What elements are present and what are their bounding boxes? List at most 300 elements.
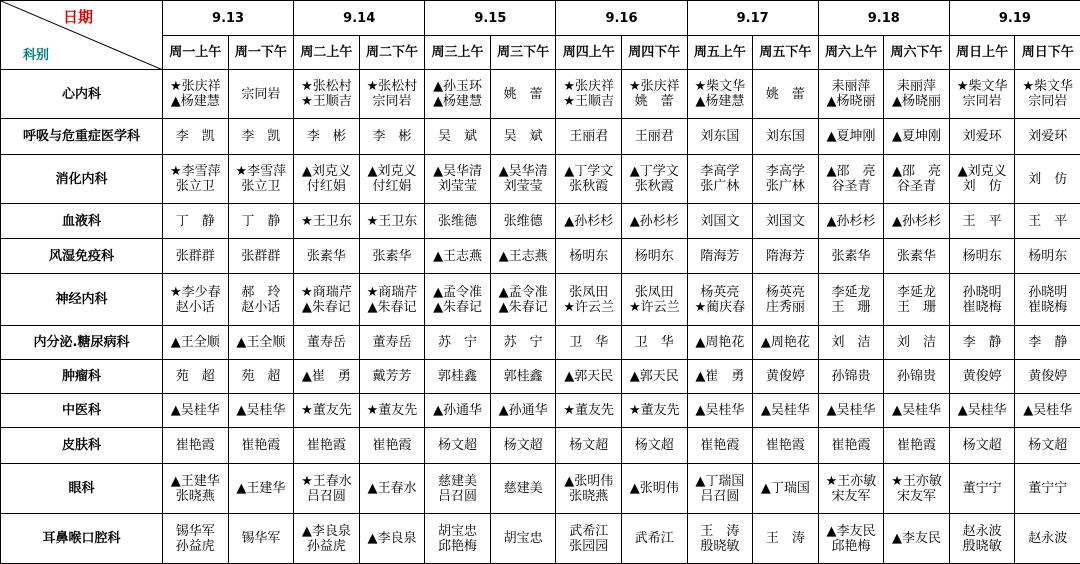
doctor-cell: [884, 155, 950, 204]
doctor-cell: [294, 360, 360, 394]
doctor-name: 李 静: [950, 335, 1015, 350]
doctor-cell: [621, 326, 687, 360]
doctor-cell: [359, 239, 425, 274]
doctor-name: 孙益虎: [163, 539, 228, 554]
doctor-name: 杨文超: [622, 438, 687, 453]
doctor-name: 吕召圆: [688, 489, 753, 504]
doctor-name: 刘国文: [753, 214, 818, 229]
doctor-name: 黄俊婷: [1015, 369, 1080, 384]
doctor-cell: [687, 514, 753, 564]
doctor-name: ▲孙通华: [491, 403, 556, 418]
doctor-name: 慈建美: [425, 474, 490, 489]
doctor-name: 刘莹莹: [425, 179, 490, 194]
doctor-cell: [359, 360, 425, 394]
doctor-cell: [556, 514, 622, 564]
doctor-cell: [753, 204, 819, 239]
doctor-cell: [1015, 204, 1080, 239]
doctor-cell: [949, 204, 1015, 239]
doctor-name: ▲孙杉杉: [622, 214, 687, 229]
doctor-cell: [294, 155, 360, 204]
doctor-name: ▲孙通华: [425, 403, 490, 418]
doctor-cell: [294, 119, 360, 155]
doctor-cell: [753, 119, 819, 155]
doctor-cell: [621, 70, 687, 119]
doctor-cell: [884, 360, 950, 394]
doctor-cell: [556, 360, 622, 394]
doctor-name: 张凤田: [622, 285, 687, 300]
doctor-name: 张广林: [753, 179, 818, 194]
doctor-name: 殷晓敏: [950, 539, 1015, 554]
doctor-cell: [949, 155, 1015, 204]
half-day-header-cell: 周四上午: [556, 36, 622, 70]
doctor-name: ▲李良泉: [360, 531, 425, 546]
date-header-cell: 9.19: [949, 1, 1080, 36]
doctor-cell: [490, 155, 556, 204]
doctor-name: ▲孙杉杉: [556, 214, 621, 229]
doctor-cell: [425, 326, 491, 360]
doctor-cell: [621, 464, 687, 514]
doctor-name: ▲杨建慧: [425, 94, 490, 109]
half-day-header-cell: 周二上午: [294, 36, 360, 70]
doctor-cell: [949, 360, 1015, 394]
doctor-name: 刘 仿: [950, 179, 1015, 194]
doctor-cell: [687, 119, 753, 155]
doctor-cell: [556, 155, 622, 204]
doctor-name: ▲朱春记: [360, 300, 425, 315]
doctor-name: ★柴文华: [688, 79, 753, 94]
doctor-name: ★张庆祥: [556, 79, 621, 94]
doctor-name: 孙益虎: [294, 539, 359, 554]
doctor-cell: [753, 155, 819, 204]
doctor-cell: [425, 394, 491, 428]
doctor-name: 刘 洁: [884, 335, 949, 350]
doctor-name: 苑 超: [163, 369, 228, 384]
doctor-cell: [884, 274, 950, 326]
doctor-cell: [228, 70, 294, 119]
doctor-name: ▲杨晓丽: [819, 94, 884, 109]
doctor-cell: [753, 360, 819, 394]
doctor-name: ▲杨建慧: [163, 94, 228, 109]
doctor-cell: [621, 274, 687, 326]
doctor-cell: [818, 394, 884, 428]
doctor-name: ▲吴华清: [425, 164, 490, 179]
doctor-name: 李延龙: [884, 285, 949, 300]
doctor-name: 张素华: [360, 249, 425, 264]
doctor-name: ▲崔 勇: [688, 369, 753, 384]
doctor-name: 杨明东: [950, 249, 1015, 264]
half-day-header-cell: 周一下午: [228, 36, 294, 70]
doctor-cell: [884, 70, 950, 119]
dept-row: [1, 428, 1080, 464]
doctor-cell: [425, 464, 491, 514]
date-header-cell: 9.13: [163, 1, 294, 36]
doctor-name: 吕召圆: [294, 489, 359, 504]
doctor-name: ★王春水: [294, 474, 359, 489]
doctor-name: ▲朱春记: [294, 300, 359, 315]
doctor-name: ★李少春: [163, 285, 228, 300]
doctor-name: ★董友先: [622, 403, 687, 418]
doctor-name: ★商瑞芹: [360, 285, 425, 300]
doctor-name: ▲吴桂华: [229, 403, 294, 418]
doctor-cell: [753, 239, 819, 274]
doctor-cell: [884, 428, 950, 464]
doctor-cell: [294, 239, 360, 274]
doctor-cell: [687, 394, 753, 428]
doctor-cell: [818, 514, 884, 564]
doctor-name: ★王卫东: [360, 214, 425, 229]
doctor-cell: [949, 70, 1015, 119]
doctor-name: 慈建美: [491, 481, 556, 496]
doctor-name: ★柴文华: [1015, 79, 1080, 94]
doctor-cell: [425, 70, 491, 119]
doctor-cell: [818, 239, 884, 274]
doctor-name: 崔艳霞: [884, 438, 949, 453]
doctor-cell: [359, 514, 425, 564]
doctor-cell: [884, 239, 950, 274]
doctor-name: ▲吴桂华: [950, 403, 1015, 418]
doctor-cell: [228, 239, 294, 274]
doctor-cell: [228, 155, 294, 204]
doctor-name: 武希江: [622, 531, 687, 546]
doctor-name: 李高学: [688, 164, 753, 179]
doctor-cell: [949, 394, 1015, 428]
date-header-cell: 9.14: [294, 1, 425, 36]
doctor-name: 张晓燕: [163, 489, 228, 504]
doctor-cell: [490, 464, 556, 514]
doctor-name: ★许云兰: [622, 300, 687, 315]
doctor-name: 张素华: [819, 249, 884, 264]
doctor-name: 刘东国: [688, 129, 753, 144]
doctor-cell: [753, 394, 819, 428]
doctor-name: 庄秀丽: [753, 300, 818, 315]
doctor-cell: [1015, 394, 1080, 428]
doctor-name: 崔艳霞: [229, 438, 294, 453]
doctor-name: 董宁宁: [1015, 481, 1080, 496]
doctor-name: ▲吴华清: [491, 164, 556, 179]
doctor-name: ▲张明伟: [622, 481, 687, 496]
doctor-cell: [359, 274, 425, 326]
doctor-name: ▲丁学文: [622, 164, 687, 179]
doctor-cell: [1015, 514, 1080, 564]
doctor-cell: [687, 155, 753, 204]
doctor-name: ▲王全顺: [163, 335, 228, 350]
doctor-name: ▲夏坤刚: [884, 129, 949, 144]
doctor-name: ★李雪萍: [163, 164, 228, 179]
dept-row: [1, 394, 1080, 428]
doctor-name: 付红娟: [360, 179, 425, 194]
doctor-cell: [687, 464, 753, 514]
doctor-name: ▲丁瑞国: [753, 481, 818, 496]
doctor-name: 杨文超: [1015, 438, 1080, 453]
doctor-cell: [228, 428, 294, 464]
doctor-cell: [294, 326, 360, 360]
doctor-name: 卫 华: [556, 335, 621, 350]
doctor-name: ★张松村: [360, 79, 425, 94]
dept-row: [1, 204, 1080, 239]
doctor-name: 杨明东: [622, 249, 687, 264]
doctor-cell: [1015, 428, 1080, 464]
doctor-name: 杨文超: [950, 438, 1015, 453]
doctor-name: 黄俊婷: [753, 369, 818, 384]
doctor-cell: [425, 239, 491, 274]
doctor-name: ▲丁学文: [556, 164, 621, 179]
corner-cell: [1, 1, 163, 70]
doctor-name: ★许云兰: [556, 300, 621, 315]
doctor-cell: [425, 514, 491, 564]
doctor-name: ▲吴桂华: [163, 403, 228, 418]
dept-name-cell: 呼吸与危重症医学科: [1, 119, 163, 155]
doctor-cell: [163, 326, 229, 360]
doctor-name: ▲李良泉: [294, 524, 359, 539]
doctor-cell: [556, 204, 622, 239]
doctor-name: ▲丁瑞国: [688, 474, 753, 489]
doctor-cell: [884, 119, 950, 155]
doctor-cell: [425, 204, 491, 239]
doctor-name: 崔艳霞: [294, 438, 359, 453]
doctor-cell: [949, 428, 1015, 464]
doctor-name: 张广林: [688, 179, 753, 194]
doctor-cell: [687, 428, 753, 464]
doctor-name: ▲崔 勇: [294, 369, 359, 384]
doctor-cell: [163, 428, 229, 464]
doctor-cell: [490, 360, 556, 394]
doctor-name: 王丽君: [622, 129, 687, 144]
doctor-cell: [1015, 155, 1080, 204]
dept-name-cell: 心内科: [1, 70, 163, 119]
doctor-name: 张立卫: [163, 179, 228, 194]
doctor-cell: [228, 119, 294, 155]
doctor-cell: [556, 326, 622, 360]
doctor-name: 姚 蕾: [622, 94, 687, 109]
doctor-cell: [949, 514, 1015, 564]
dept-row: [1, 464, 1080, 514]
doctor-name: 孙锦贵: [884, 369, 949, 384]
doctor-cell: [818, 155, 884, 204]
doctor-name: 谷圣青: [884, 179, 949, 194]
doctor-name: ▲吴桂华: [819, 403, 884, 418]
doctor-name: ▲杨晓丽: [884, 94, 949, 109]
doctor-name: 董寿岳: [360, 335, 425, 350]
dept-row: [1, 70, 1080, 119]
doctor-name: ▲邵 亮: [819, 164, 884, 179]
doctor-cell: [556, 274, 622, 326]
doctor-name: 耒丽萍: [819, 79, 884, 94]
doctor-cell: [621, 204, 687, 239]
doctor-name: ★董友先: [556, 403, 621, 418]
dept-name-cell: 血液科: [1, 204, 163, 239]
doctor-name: ▲朱春记: [425, 300, 490, 315]
doctor-name: 锡华军: [229, 531, 294, 546]
half-day-header-cell: 周六下午: [884, 36, 950, 70]
doctor-cell: [490, 204, 556, 239]
doctor-name: 崔艳霞: [688, 438, 753, 453]
doctor-cell: [818, 326, 884, 360]
doctor-cell: [359, 204, 425, 239]
doctor-name: ▲王志燕: [425, 249, 490, 264]
doctor-cell: [294, 514, 360, 564]
doctor-name: ▲孙杉杉: [884, 214, 949, 229]
doctor-name: ▲郭天民: [622, 369, 687, 384]
doctor-cell: [556, 428, 622, 464]
doctor-name: 杨英亮: [688, 285, 753, 300]
doctor-cell: [1015, 326, 1080, 360]
doctor-cell: [359, 70, 425, 119]
dept-name-cell: 中医科: [1, 394, 163, 428]
doctor-cell: [359, 155, 425, 204]
doctor-name: 张维德: [491, 214, 556, 229]
doctor-name: ▲吴桂华: [1015, 403, 1080, 418]
doctor-name: 崔艳霞: [753, 438, 818, 453]
doctor-cell: [687, 70, 753, 119]
doctor-cell: [818, 119, 884, 155]
doctor-name: 刘 仿: [1015, 172, 1080, 187]
doctor-cell: [621, 119, 687, 155]
doctor-cell: [163, 274, 229, 326]
doctor-name: 杨英亮: [753, 285, 818, 300]
doctor-cell: [425, 274, 491, 326]
doctor-cell: [884, 464, 950, 514]
doctor-cell: [556, 119, 622, 155]
doctor-cell: [163, 464, 229, 514]
doctor-name: ▲周艳花: [753, 335, 818, 350]
half-day-header-cell: 周三下午: [490, 36, 556, 70]
doctor-cell: [163, 70, 229, 119]
doctor-name: ▲吴桂华: [753, 403, 818, 418]
doctor-cell: [163, 360, 229, 394]
doctor-cell: [818, 464, 884, 514]
dept-row: [1, 119, 1080, 155]
doctor-cell: [228, 394, 294, 428]
doctor-name: 崔艳霞: [360, 438, 425, 453]
doctor-name: 宗同岩: [360, 94, 425, 109]
doctor-name: 郭桂鑫: [491, 369, 556, 384]
doctor-name: ▲刘克义: [294, 164, 359, 179]
doctor-name: ▲朱春记: [491, 300, 556, 315]
doctor-cell: [949, 464, 1015, 514]
doctor-name: 隋海芳: [753, 249, 818, 264]
doctor-name: 杨文超: [556, 438, 621, 453]
doctor-name: 杨明东: [1015, 249, 1080, 264]
doctor-name: 李 彬: [294, 129, 359, 144]
doctor-name: ▲吴桂华: [884, 403, 949, 418]
doctor-name: 崔艳霞: [163, 438, 228, 453]
doctor-name: ▲夏坤刚: [819, 129, 884, 144]
doctor-name: ▲周艳花: [688, 335, 753, 350]
doctor-cell: [425, 155, 491, 204]
doctor-cell: [359, 326, 425, 360]
doctor-cell: [490, 428, 556, 464]
dept-name-cell: 耳鼻喉口腔科: [1, 514, 163, 564]
doctor-name: ★董友先: [294, 403, 359, 418]
doctor-cell: [753, 274, 819, 326]
doctor-name: ▲邵 亮: [884, 164, 949, 179]
half-day-header-cell: 周六上午: [818, 36, 884, 70]
doctor-name: ▲刘克义: [950, 164, 1015, 179]
doctor-name: ▲王建华: [163, 474, 228, 489]
dept-row: [1, 326, 1080, 360]
doctor-name: ▲杨建慧: [688, 94, 753, 109]
doctor-name: 杨文超: [491, 438, 556, 453]
doctor-name: ★柴文华: [950, 79, 1015, 94]
date-header-cell: 9.17: [687, 1, 818, 36]
doctor-cell: [1015, 70, 1080, 119]
doctor-cell: [359, 394, 425, 428]
doctor-name: 郝 玲: [229, 285, 294, 300]
doctor-name: 苑 超: [229, 369, 294, 384]
doctor-cell: [359, 428, 425, 464]
doctor-cell: [1015, 119, 1080, 155]
doctor-name: 刘国文: [688, 214, 753, 229]
doctor-name: 李 凯: [229, 129, 294, 144]
doctor-name: 崔艳霞: [819, 438, 884, 453]
doctor-cell: [294, 274, 360, 326]
doctor-name: ★王卫东: [294, 214, 359, 229]
doctor-cell: [163, 514, 229, 564]
doctor-name: 邱艳梅: [819, 539, 884, 554]
doctor-name: 吴 斌: [491, 129, 556, 144]
doctor-cell: [949, 119, 1015, 155]
doctor-name: 王 珊: [819, 300, 884, 315]
doctor-cell: [884, 514, 950, 564]
doctor-name: 李 彬: [360, 129, 425, 144]
doctor-name: 孙锦贵: [819, 369, 884, 384]
doctor-cell: [228, 326, 294, 360]
doctor-name: 王 平: [1015, 214, 1080, 229]
doctor-cell: [753, 70, 819, 119]
doctor-cell: [490, 514, 556, 564]
doctor-cell: [687, 274, 753, 326]
doctor-name: 吕召圆: [425, 489, 490, 504]
doctor-name: 宗同岩: [950, 94, 1015, 109]
doctor-name: 王丽君: [556, 129, 621, 144]
doctor-cell: [621, 428, 687, 464]
dept-row: [1, 274, 1080, 326]
doctor-cell: [490, 394, 556, 428]
doctor-name: 张群群: [163, 249, 228, 264]
doctor-name: 董寿岳: [294, 335, 359, 350]
half-day-header-cell: 周四下午: [621, 36, 687, 70]
doctor-cell: [228, 360, 294, 394]
doctor-cell: [687, 360, 753, 394]
doctor-name: ▲吴桂华: [688, 403, 753, 418]
dept-axis-label: 科别: [23, 48, 49, 63]
half-day-header-cell: 周日下午: [1015, 36, 1080, 70]
doctor-name: ★王顺吉: [294, 94, 359, 109]
doctor-cell: [621, 155, 687, 204]
doctor-name: ★王亦敏: [884, 474, 949, 489]
doctor-name: 卫 华: [622, 335, 687, 350]
doctor-cell: [818, 274, 884, 326]
doctor-name: ▲孟令准: [491, 285, 556, 300]
doctor-name: 董宁宁: [950, 481, 1015, 496]
doctor-name: 王 平: [950, 214, 1015, 229]
doctor-cell: [949, 274, 1015, 326]
doctor-cell: [490, 70, 556, 119]
doctor-cell: [818, 428, 884, 464]
half-day-header-cell: 周五下午: [753, 36, 819, 70]
doctor-name: 宗同岩: [229, 87, 294, 102]
date-axis-label: 日期: [63, 10, 93, 25]
doctor-name: 吴 斌: [425, 129, 490, 144]
doctor-name: 刘爱环: [1015, 129, 1080, 144]
doctor-cell: [884, 394, 950, 428]
doctor-cell: [359, 119, 425, 155]
dept-name-cell: 眼科: [1, 464, 163, 514]
doctor-name: 王 涛: [753, 531, 818, 546]
doctor-name: ★蔺庆春: [688, 300, 753, 315]
doctor-name: 丁 静: [163, 214, 228, 229]
date-header-row: [1, 1, 1080, 36]
